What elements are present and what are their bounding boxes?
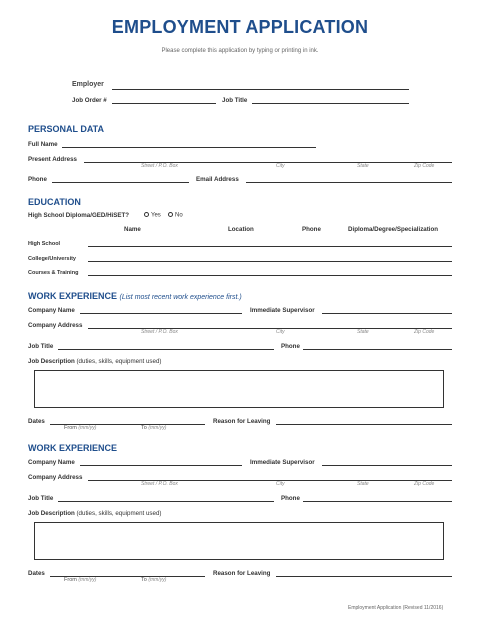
address-hint-city: City [276, 329, 285, 335]
company-address-label-1: Company Address [28, 322, 83, 329]
company-name-field-1[interactable] [80, 313, 242, 314]
supervisor-field-1[interactable] [322, 313, 452, 314]
work-experience-heading-1 [28, 291, 242, 301]
job-desc-note: (duties, skills, equipment used) [76, 510, 162, 517]
dates-label-1: Dates [28, 418, 45, 425]
from-format: (mm/yy) [78, 425, 97, 431]
edu-row-college: College/University [28, 256, 76, 262]
full-name-label: Full Name [28, 141, 58, 148]
footer-revision: Employment Application (Revised 11/2016) [348, 605, 444, 611]
employer-field[interactable] [112, 89, 409, 90]
address-hint-zip: Zip Code [414, 329, 435, 335]
phone-field[interactable] [52, 182, 189, 183]
edu-col-phone: Phone [302, 226, 321, 233]
email-label: Email Address [196, 176, 239, 183]
job-title-label: Job Title [222, 97, 248, 104]
from-hint-1 [64, 425, 96, 431]
phone-label: Phone [28, 176, 47, 183]
hs-no-option[interactable] [168, 212, 183, 219]
phone-label-2: Phone [281, 495, 300, 502]
reason-for-leaving-label-1: Reason for Leaving [213, 418, 271, 425]
page-title: EMPLOYMENT APPLICATION [111, 17, 369, 37]
phone-label-1: Phone [281, 343, 300, 350]
job-desc-note: (duties, skills, equipment used) [76, 358, 162, 365]
job-description-box-1[interactable] [34, 370, 444, 408]
yes-label: Yes [151, 212, 161, 219]
from-format: (mm/yy) [78, 577, 97, 583]
present-address-label: Present Address [28, 156, 77, 163]
job-title-label-1: Job Title [28, 343, 54, 350]
dates-label-2: Dates [28, 570, 45, 577]
job-description-label-2 [28, 510, 161, 517]
education-heading: EDUCATION [28, 197, 81, 207]
full-name-field[interactable] [62, 147, 316, 148]
edu-col-diploma: Diploma/Degree/Specialization [348, 226, 439, 233]
address-hint-street: Street / P.O. Box [141, 329, 178, 335]
job-desc-label-text: Job Description [28, 358, 75, 365]
job-desc-label-text: Job Description [28, 510, 75, 517]
address-hint-state: State [357, 481, 369, 487]
address-hint-city: City [276, 163, 285, 169]
edu-col-name: Name [124, 226, 141, 233]
phone-field-1[interactable] [303, 349, 452, 350]
address-hint-state: State [357, 329, 369, 335]
edu-high-school-field[interactable] [88, 246, 452, 247]
job-title-field-2[interactable] [58, 501, 274, 502]
work-heading-note: (List most recent work experience first.) [119, 294, 242, 301]
employer-label: Employer [72, 81, 104, 88]
top-job-title-field[interactable] [252, 103, 409, 104]
job-title-field-1[interactable] [58, 349, 274, 350]
company-name-field-2[interactable] [80, 465, 242, 466]
from-hint-2 [64, 577, 96, 583]
address-hint-zip: Zip Code [414, 163, 435, 169]
address-hint-street: Street / P.O. Box [141, 163, 178, 169]
to-label: To [141, 425, 147, 431]
reason-for-leaving-label-2: Reason for Leaving [213, 570, 271, 577]
job-order-field[interactable] [112, 103, 216, 104]
edu-col-location: Location [228, 226, 254, 233]
from-label: From [64, 425, 77, 431]
page-subtitle: Please complete this application by typing or printing in ink. [161, 48, 319, 54]
work-experience-heading-2: WORK EXPERIENCE [28, 443, 118, 453]
to-hint-2 [141, 577, 166, 583]
hs-yes-option[interactable] [144, 212, 161, 219]
no-label: No [175, 212, 183, 219]
present-address-field[interactable] [84, 162, 452, 163]
from-label: From [64, 577, 77, 583]
edu-college-field[interactable] [88, 261, 452, 262]
email-field[interactable] [246, 182, 452, 183]
edu-courses-field[interactable] [88, 275, 452, 276]
work-heading-text: WORK EXPERIENCE [28, 291, 118, 301]
to-hint-1 [141, 425, 166, 431]
job-description-label-1 [28, 358, 161, 365]
supervisor-label-2: Immediate Supervisor [250, 459, 315, 466]
supervisor-field-2[interactable] [322, 465, 452, 466]
hs-diploma-question: High School Diploma/GED/HiSET? [28, 212, 130, 219]
job-description-box-2[interactable] [34, 522, 444, 560]
to-format: (mm/yy) [148, 577, 167, 583]
supervisor-label-1: Immediate Supervisor [250, 307, 315, 314]
job-order-label: Job Order # [72, 97, 107, 104]
reason-for-leaving-field-1[interactable] [276, 424, 452, 425]
job-title-label-2: Job Title [28, 495, 54, 502]
edu-row-courses: Courses & Training [28, 270, 79, 276]
company-name-label-2: Company Name [28, 459, 75, 466]
address-hint-state: State [357, 163, 369, 169]
address-hint-street: Street / P.O. Box [141, 481, 178, 487]
address-hint-city: City [276, 481, 285, 487]
edu-row-high-school: High School [28, 241, 61, 247]
company-address-label-2: Company Address [28, 474, 83, 481]
to-format: (mm/yy) [148, 425, 167, 431]
personal-data-heading: PERSONAL DATA [28, 124, 105, 134]
radio-icon[interactable] [168, 212, 173, 217]
reason-for-leaving-field-2[interactable] [276, 576, 452, 577]
address-hint-zip: Zip Code [414, 481, 435, 487]
phone-field-2[interactable] [303, 501, 452, 502]
radio-icon[interactable] [144, 212, 149, 217]
to-label: To [141, 577, 147, 583]
company-name-label-1: Company Name [28, 307, 75, 314]
